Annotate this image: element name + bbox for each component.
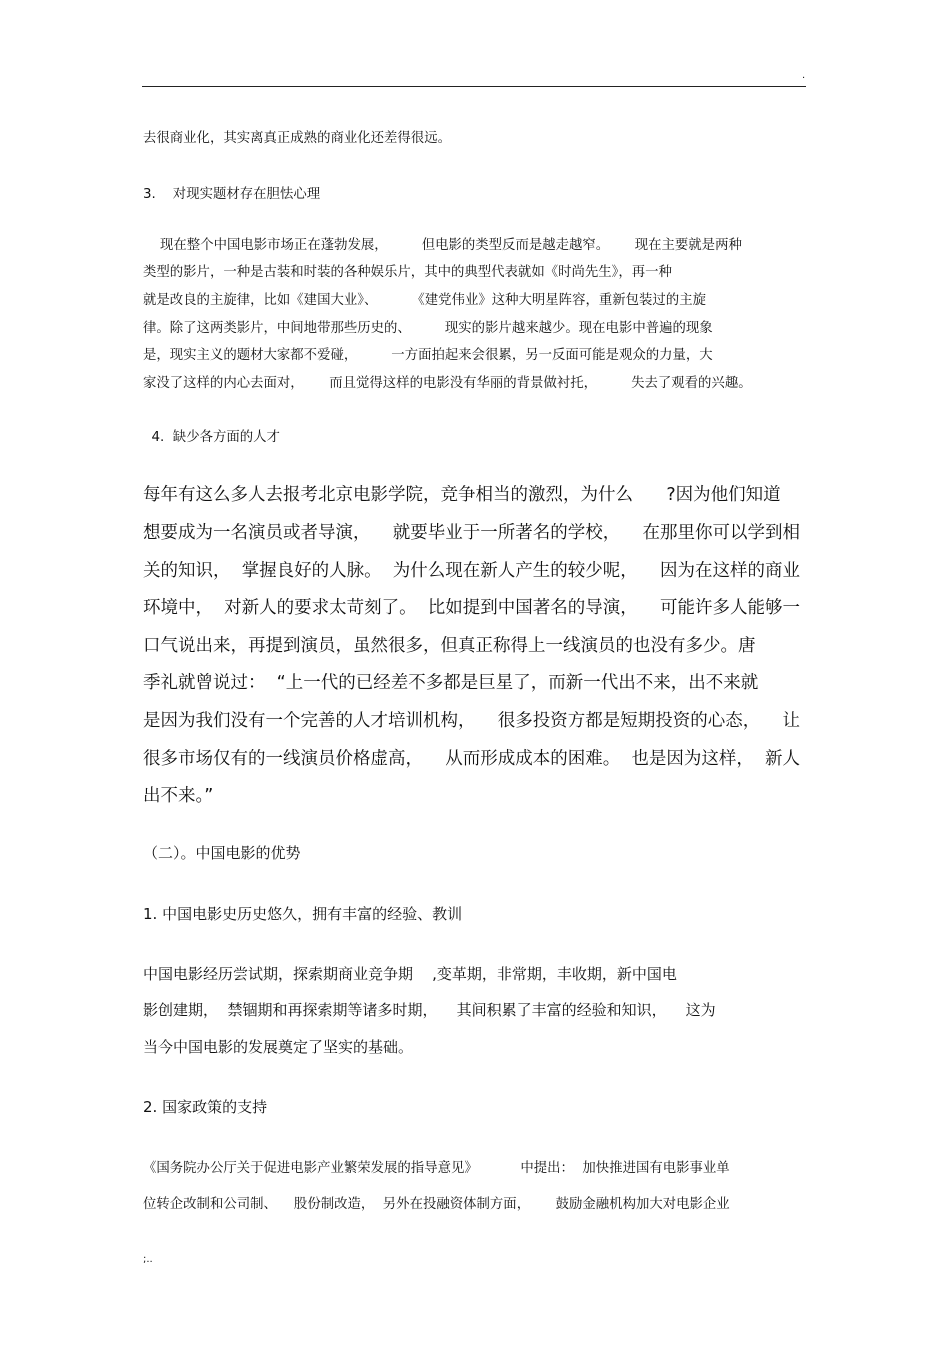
advantage-1-line: 中国电影经历尝试期，探索期商业竞争期 ,变革期，非常期，丰收期，新中国电: [143, 965, 677, 983]
advantage-2-heading: 2. 国家政策的支持: [143, 1098, 268, 1116]
header-mark: .: [802, 70, 806, 81]
section-4-line: 环境中， 对新人的要求太苛刻了。 比如提到中国著名的导演， 可能许多人能够一: [143, 598, 800, 618]
section-3-line: 就是改良的主旋律，比如《建国大业》、 《建党伟业》这种大明星阵容，重新包装过的主旋: [143, 293, 706, 308]
section-3-line: 现在整个中国电影市场正在蓬勃发展， 但电影的类型反而是越走越窄。 现在主要就是两种: [143, 238, 742, 253]
section-4-line: 是因为我们没有一个完善的人才培训机构， 很多投资方都是短期投资的心态， 让: [143, 711, 800, 731]
section-3-line: 律。除了这两类影片，中间地带那些历史的、 现实的影片越来越少。现在电影中普遍的现象: [143, 321, 713, 336]
advantage-1-line: 当今中国电影的发展奠定了坚实的基础。: [143, 1038, 414, 1056]
section-3-line: 类型的影片，一种是古装和时装的各种娱乐片，其中的典型代表就如《时尚先生》，再一种: [143, 265, 672, 280]
footer-mark: ;..: [143, 1254, 153, 1265]
section-4-line: 口气说出来，再提到演员，虽然很多，但真正称得上一线演员的也没有多少。唐: [143, 636, 756, 656]
section-4-line: 想要成为一名演员或者导演， 就要毕业于一所著名的学校， 在那里你可以学到相: [143, 523, 800, 543]
advantage-2-line: 《国务院办公厅关于促进电影产业繁荣发展的指导意见》 中提出： 加快推进国有电影事业单: [143, 1161, 730, 1176]
part-2-heading: （二）。中国电影的优势: [143, 844, 301, 862]
section-4-line: 每年有这么多人去报考北京电影学院，竞争相当的激烈，为什么 ?因为他们知道: [143, 485, 781, 505]
advantage-1-heading: 1. 中国电影史历史悠久，拥有丰富的经验、教训: [143, 905, 463, 923]
section-4-line: 很多市场仅有的一线演员价格虚高， 从而形成成本的困难。 也是因为这样， 新人: [143, 749, 800, 769]
advantage-1-line: 影创建期， 禁锢期和再探索期等诸多时期， 其间积累了丰富的经验和知识， 这为: [143, 1001, 716, 1019]
section-3-line: 是，现实主义的题材大家都不爱碰， 一方面拍起来会很累，另一反面可能是观众的力量，大: [143, 348, 713, 363]
section-3-heading: 3. 对现实题材存在胆怯心理: [143, 187, 321, 202]
header-rule: [142, 86, 806, 87]
section-4-heading: 4. 缺少各方面的人才: [143, 430, 280, 445]
section-4-line: 季礼就曾说过： “上一代的已经差不多都是巨星了，而新一代出不来，出不来就: [143, 673, 759, 693]
section-4-line: 出不来。”: [143, 786, 214, 806]
advantage-2-line: 位转企改制和公司制、 股份制改造， 另外在投融资体制方面， 鼓励金融机构加大对电影企业: [143, 1197, 730, 1212]
intro-line: 去很商业化，其实离真正成熟的商业化还差得很远。: [143, 131, 451, 146]
section-4-line: 关的知识， 掌握良好的人脉。 为什么现在新人产生的较少呢， 因为在这样的商业: [143, 561, 800, 581]
section-3-line: 家没了这样的内心去面对， 而且觉得这样的电影没有华丽的背景做衬托， 失去了观看的兴趣。: [143, 376, 752, 391]
